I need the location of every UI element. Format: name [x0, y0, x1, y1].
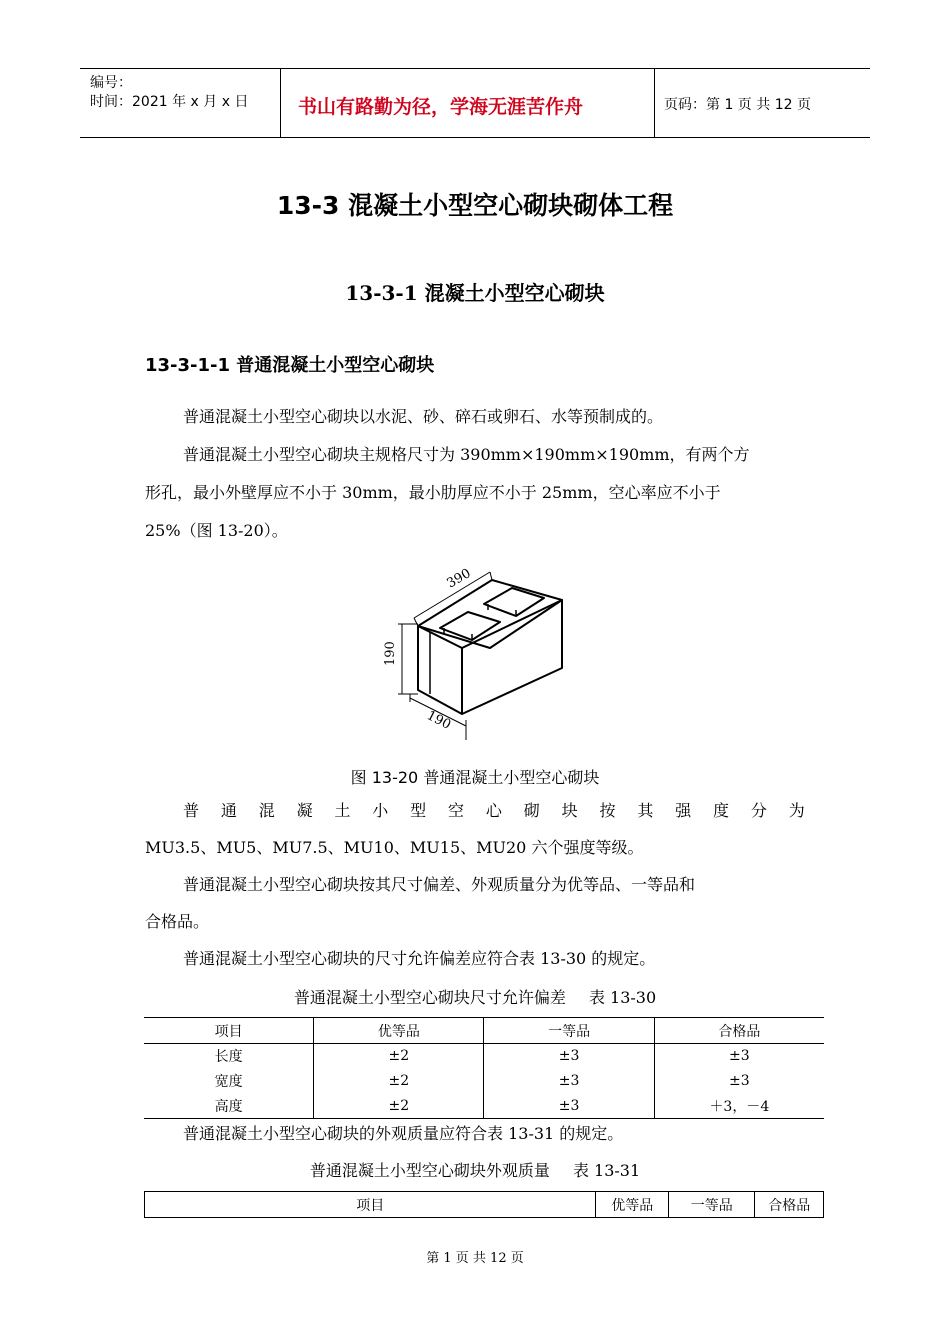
justified-char: 度	[713, 801, 730, 820]
paragraph-3-line-1	[183, 792, 805, 830]
justified-char: 按	[599, 801, 616, 820]
title-wrap	[0, 186, 950, 222]
table-cell: 高度	[144, 1094, 314, 1119]
table-cell: ±3	[484, 1094, 654, 1119]
figure-caption: 图 13-20 普通混凝土小型空心砌块	[350, 768, 600, 787]
paragraph-3-line-2: MU3.5、MU5、MU7.5、MU10、MU15、MU20 六个强度等级。	[145, 838, 644, 857]
doc-number-label: 编号：	[90, 75, 132, 91]
header-page-info: 页码：第 1 页 共 12 页	[664, 97, 811, 113]
justified-char: 心	[485, 801, 502, 820]
table-cell: ±2	[314, 1069, 484, 1094]
justified-char: 土	[334, 801, 351, 820]
table-30-title-text: 普通混凝土小型空心砌块尺寸允许偏差	[293, 988, 566, 1007]
table-header-row	[144, 1018, 824, 1044]
table-31-title-text: 普通混凝土小型空心砌块外观质量	[309, 1161, 550, 1180]
document-title: 13-3 混凝土小型空心砌块砌体工程	[276, 191, 674, 220]
justified-char: 混	[258, 801, 275, 820]
table-row	[144, 1069, 824, 1094]
dim-label-length: 390	[444, 566, 474, 592]
table-header-cell: 一等品	[484, 1018, 654, 1044]
table-cell: ±2	[314, 1094, 484, 1119]
table-30	[144, 1017, 824, 1119]
table-header-cell: 合格品	[718, 1023, 761, 1040]
hollow-block-figure	[380, 548, 570, 748]
justified-char: 通	[220, 801, 237, 820]
table-header-cell: 一等品	[669, 1192, 755, 1218]
table-cell: ±3	[484, 1069, 654, 1094]
paragraph-4-line-2: 合格品。	[145, 912, 210, 931]
table-cell: ±3	[729, 1073, 750, 1089]
table-cell: 宽度	[144, 1069, 314, 1094]
table-31-number: 表 13-31	[572, 1161, 641, 1180]
justified-char: 凝	[296, 801, 313, 820]
table-row	[144, 1044, 824, 1069]
table-31	[144, 1191, 824, 1218]
table-cell: 长度	[144, 1044, 314, 1069]
justified-char: 块	[561, 801, 578, 820]
dim-label-height: 190	[383, 641, 398, 666]
header-divider	[654, 69, 655, 137]
doc-time-label: 时间：2021 年 x 月 x 日	[90, 94, 249, 110]
table-cell: ±3	[484, 1044, 654, 1069]
justified-char: 为	[788, 801, 805, 820]
page-header	[80, 68, 870, 138]
table-30-title	[0, 985, 950, 1008]
paragraph-6: 普通混凝土小型空心砌块的外观质量应符合表 13-31 的规定。	[183, 1124, 624, 1143]
section-title: 13-3-1 混凝土小型空心砌块	[345, 281, 605, 305]
table-cell: ＋3，－4	[709, 1098, 770, 1115]
justified-char: 砌	[523, 801, 540, 820]
subsection-title: 13-3-1-1 普通混凝土小型空心砌块	[145, 355, 435, 376]
table-header-cell: 优等品	[314, 1018, 484, 1044]
table-header-row	[145, 1192, 824, 1218]
paragraph-5: 普通混凝土小型空心砌块的尺寸允许偏差应符合表 13-30 的规定。	[183, 949, 656, 968]
justified-char: 小	[372, 801, 389, 820]
header-divider	[280, 69, 281, 137]
paragraph-1: 普通混凝土小型空心砌块以水泥、砂、碎石或卵石、水等预制成的。	[183, 407, 664, 426]
paragraph-2-line-1: 普通混凝土小型空心砌块主规格尺寸为 390mm×190mm×190mm，有两个方	[183, 445, 750, 464]
justified-char: 空	[448, 801, 465, 820]
table-header-cell: 项目	[144, 1018, 314, 1044]
justified-char: 分	[750, 801, 767, 820]
block-front-face	[418, 626, 462, 714]
justified-char: 型	[410, 801, 427, 820]
table-header-cell: 合格品	[768, 1197, 811, 1214]
table-header-cell: 优等品	[596, 1192, 669, 1218]
table-cell: ±3	[729, 1048, 750, 1065]
table-cell: ±2	[314, 1044, 484, 1069]
justified-char: 其	[637, 801, 654, 820]
page-footer: 第 1 页 共 12 页	[426, 1251, 524, 1266]
paragraph-4-line-1: 普通混凝土小型空心砌块按其尺寸偏差、外观质量分为优等品、一等品和	[183, 875, 696, 894]
paragraph-2-line-2: 形孔，最小外壁厚应不小于 30mm，最小肋厚应不小于 25mm，空心率应不小于	[145, 483, 721, 502]
table-31-title	[0, 1158, 950, 1181]
justified-char: 强	[675, 801, 692, 820]
table-30-number: 表 13-30	[588, 988, 657, 1007]
header-motto: 书山有路勤为径，学海无涯苦作舟	[298, 96, 584, 118]
justified-char: 普	[183, 801, 200, 820]
table-header-cell: 项目	[145, 1192, 596, 1218]
block-long-face	[462, 600, 562, 714]
dim-label-width: 190	[424, 708, 454, 733]
paragraph-2-line-3: 25%（图 13-20）。	[145, 521, 288, 540]
